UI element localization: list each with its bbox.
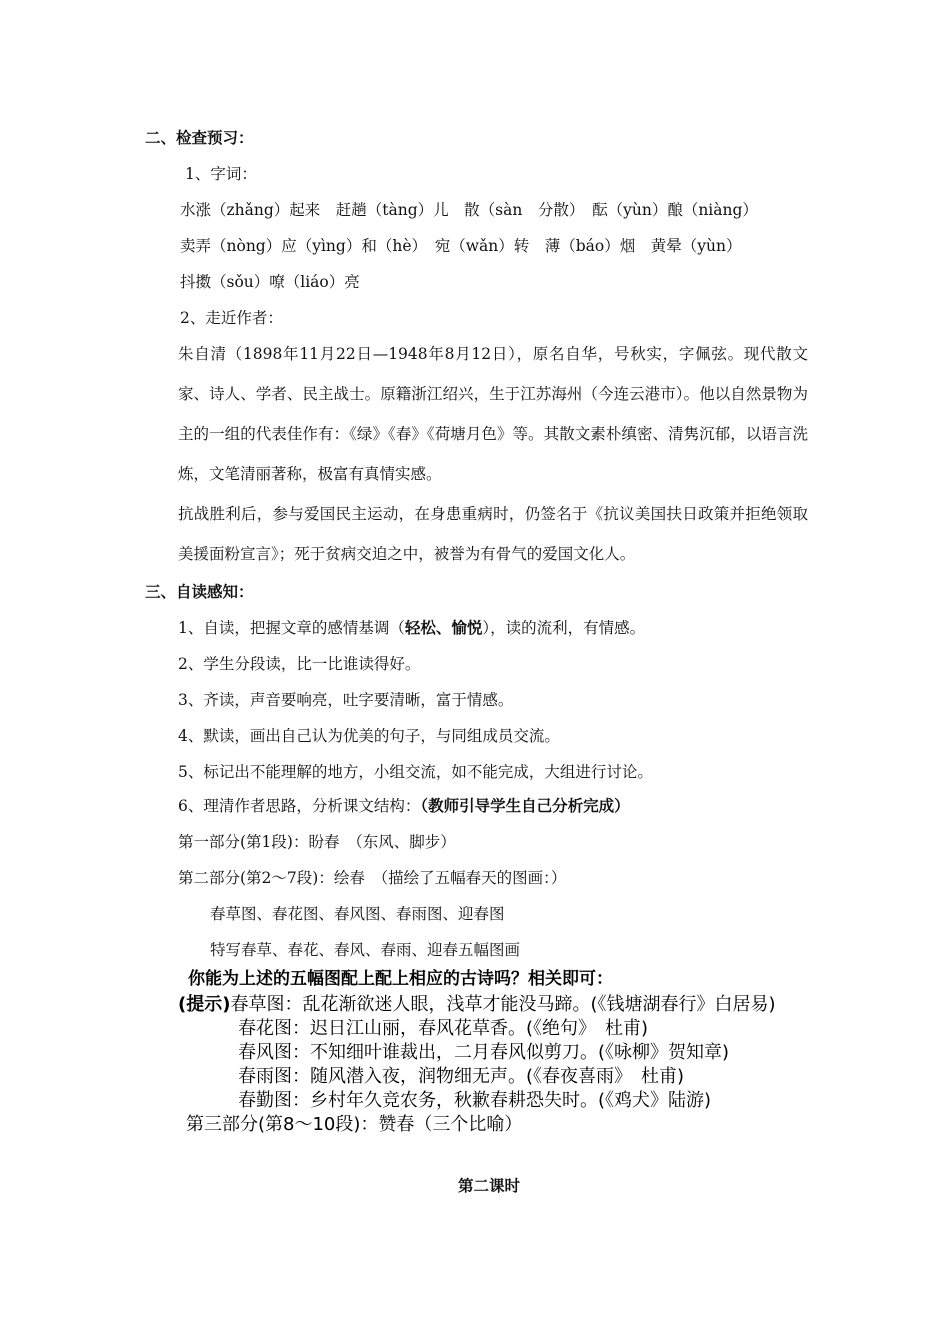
reading-item-2: 2、学生分段读，比一比谁读得好。 xyxy=(178,655,421,673)
section3-heading: 三、自读感知： xyxy=(145,582,254,601)
poem-line-3: 春风图：不知细叶谁裁出，二月春风似剪刀。(《咏柳》贺知章) xyxy=(238,1042,730,1063)
structure-part-2-detail: 特写春草、春花、春风、春雨、迎春五幅图画 xyxy=(210,941,521,959)
poem-line-1-text: 春草图：乱花渐欲迷人眼，浅草才能没马蹄。(《钱塘湖春行》白居易) xyxy=(230,994,776,1015)
structure-part-1: 第一部分(第1段)：盼春 （东风、脚步） xyxy=(178,833,456,851)
reading-item-1-post: ），读的流利，有情感。 xyxy=(482,619,646,637)
reading-item-1-pre: 1、自读，把握文章的感情基调（ xyxy=(178,619,405,637)
poem-image-block xyxy=(178,968,818,1148)
lesson-2-heading: 第二课时 xyxy=(458,1176,521,1195)
section2-heading: 二、检查预习： xyxy=(145,128,254,147)
poem-hint: (提示) xyxy=(178,994,231,1015)
sub-heading-words: 1、字词： xyxy=(185,165,257,183)
poem-line-5: 春勤图：乡村年久竞农务，秋歉春耕恐失时。(《鸡犬》陆游) xyxy=(238,1090,712,1111)
reading-item-5: 5、标记出不能理解的地方，小组交流，如不能完成，大组进行讨论。 xyxy=(178,763,653,781)
structure-part-3: 第三部分(第8～10段)：赞春（三个比喻） xyxy=(186,1114,523,1135)
reading-item-6-bold: （教师引导学生自己分析完成） xyxy=(420,796,630,815)
reading-item-1-bold: 轻松、愉悦 xyxy=(404,618,483,637)
author-paragraph-1: 朱自清（1898年11月22日—1948年8月12日），原名自华，号秋实，字佩弦。现代散文家、诗人、学者、民主战士。原籍浙江绍兴，生于江苏海州（今连云港市）。他以自然景物为主的一组的代表佳作有：《绿》《春》《荷塘月色》等。其散文素朴缜密、清隽沉郁，以语言洗炼，文笔清丽著称，极富有真情实感。 xyxy=(178,345,808,483)
structure-part-2: 第二部分(第2～7段)：绘春 （描绘了五幅春天的图画：） xyxy=(178,869,567,887)
words-line-3: 抖擞（sǒu）嘹（liáo）亮 xyxy=(180,273,360,291)
author-paragraph-2: 抗战胜利后，参与爱国民主运动，在身患重病时，仍签名于《抗议美国扶日政策并拒绝领取美援面粉宣言》；死于贫病交迫之中，被誉为有骨气的爱国文化人。 xyxy=(178,505,808,563)
reading-item-3: 3、齐读，声音要响亮，吐字要清晰，富于情感。 xyxy=(178,691,514,709)
reading-item-4: 4、默读，画出自己认为优美的句子，与同组成员交流。 xyxy=(178,727,560,745)
structure-part-2-list: 春草图、春花图、春风图、春雨图、迎春图 xyxy=(210,905,505,923)
reading-item-6 xyxy=(178,796,630,816)
poem-line-2: 春花图：迟日江山丽，春风花草香。(《绝句》 杜甫) xyxy=(238,1018,649,1039)
words-line-2: 卖弄（nòng）应（yìng）和（hè） 宛（wǎn）转 薄（báo）烟 黄晕（yùn） xyxy=(180,237,742,255)
reading-item-1 xyxy=(178,618,645,638)
poem-line-4: 春雨图：随风潜入夜，润物细无声。(《春夜喜雨》 杜甫) xyxy=(238,1066,685,1087)
words-line-1: 水涨（zhǎng）起来 赶趟（tàng）儿 散（sàn 分散） 酝（yùn）酿（niàng） xyxy=(180,201,758,219)
sub-heading-author: 2、走近作者： xyxy=(180,309,283,327)
poem-line-1 xyxy=(178,994,776,1016)
poem-question: 你能为上述的五幅图配上配上相应的古诗吗？相关即可： xyxy=(188,969,613,989)
reading-item-6-pre: 6、理清作者思路，分析课文结构： xyxy=(178,797,421,815)
